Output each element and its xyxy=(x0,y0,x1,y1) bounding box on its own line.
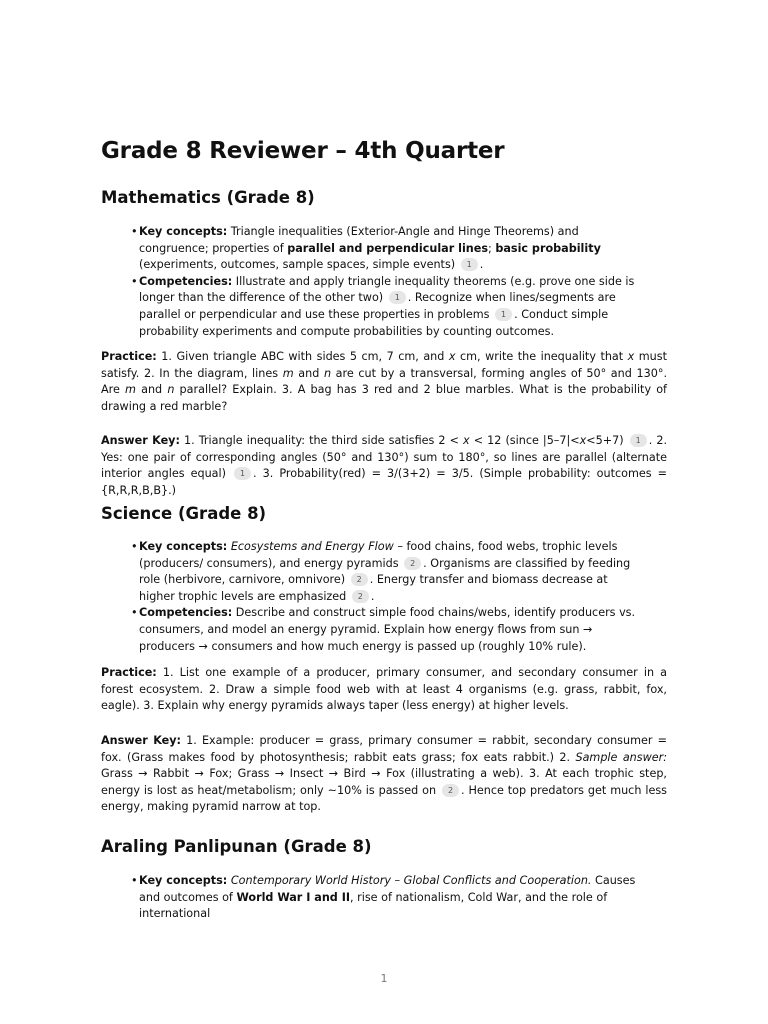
math-answer-key: Answer Key: 1. Triangle inequality: the third side satisfies 2 < x < 12 (since |5–7|<x<5+7) 1 . 2. Yes: one pair of corresponding angles (50° and 130°) sum to 180°, so lines are parallel (alternate interior angles equal) 1 . 3. Probability(red) = 3/(3+2) = 3/5. (Simple probability: outcomes = {R,R,R,B,B}.) xyxy=(101,434,668,497)
citation-badge[interactable]: 2 xyxy=(404,557,421,570)
science-competencies: • Competencies: Describe and construct simple food chains/webs, identify producers vs. consumers, and model an energy pyramid. Explain how energy flows from sun → producers → consumers and how much energy is passed up (roughly 10% rule). xyxy=(101,605,667,655)
science-heading: Science (Grade 8) xyxy=(101,504,267,523)
science-bullets xyxy=(101,539,667,655)
citation-badge[interactable]: 1 xyxy=(495,308,512,321)
math-bullets xyxy=(101,224,667,340)
citation-badge[interactable]: 2 xyxy=(442,784,459,797)
math-practice: Practice: 1. Given triangle ABC with sides 5 cm, 7 cm, and x cm, write the inequality that x must satisfy. 2. In the diagram, lines m and n are cut by a transversal, forming angles of 50° and 130°. Are m and n parallel? Explain. 3. A bag has 3 red and 2 blue marbles. What is the probability of drawing a red marble? xyxy=(101,350,667,413)
math-competencies: • Competencies: Illustrate and apply triangle inequality theorems (e.g. prove one side is longer than the difference of the other two) 1 . Recognize when lines/segments are parallel or perpendicular and use these properties in problems 1 . Conduct simple probability experiments and compute probabilities by counting outcomes. xyxy=(101,274,667,340)
citation-badge[interactable]: 2 xyxy=(352,590,369,603)
document-title: Grade 8 Reviewer – 4th Quarter xyxy=(101,138,505,164)
citation-badge[interactable]: 2 xyxy=(351,573,368,586)
ap-heading: Araling Panlipunan (Grade 8) xyxy=(101,837,372,856)
science-practice: Practice: 1. List one example of a producer, primary consumer, and secondary consumer in a forest ecosystem. 2. Draw a simple food web with at least 4 organisms (e.g. grass, rabbit, fox, eagle). 3. Explain why energy pyramids always taper (less energy) at higher levels. xyxy=(101,666,667,713)
citation-badge[interactable]: 1 xyxy=(630,434,647,447)
ap-bullets xyxy=(101,873,667,923)
science-key-concepts: • Key concepts: Ecosystems and Energy Flow – food chains, food webs, trophic levels (producers/ consumers), and energy pyramids 2 . Organisms are classified by feeding role (herbivore, carnivore, omnivore) 2 . Energy transfer and biomass decrease at higher trophic levels are emphasized 2 . xyxy=(101,539,667,605)
math-heading: Mathematics (Grade 8) xyxy=(101,188,315,207)
science-answer-key: Answer Key: 1. Example: producer = grass, primary consumer = rabbit, secondary consumer = fox. (Grass makes food by photosynthesis; rabbit eats grass; fox eats rabbit.) 2. Sample answer: Grass → Rabbit → Fox; Grass → Insect → Bird → Fox (illustrating a web). 3. At each trophic step, energy is lost as heat/metabolism; only ~10% is passed on 2 . Hence top predators get much less energy, making pyramid narrow at top. xyxy=(101,734,667,814)
math-key-concepts: • Key concepts: Triangle inequalities (Exterior-Angle and Hinge Theorems) and congruence; properties of parallel and perpendicular lines; basic probability (experiments, outcomes, sample spaces, simple events) 1 . xyxy=(101,224,667,274)
page-number: 1 xyxy=(380,972,388,985)
citation-badge[interactable]: 1 xyxy=(461,258,478,271)
citation-badge[interactable]: 1 xyxy=(389,291,406,304)
citation-badge[interactable]: 1 xyxy=(234,467,251,480)
ap-key-concepts: • Key concepts: Contemporary World History – Global Conflicts and Cooperation. Causes and outcomes of World War I and II, rise of nationalism, Cold War, and the role of international xyxy=(101,873,667,923)
